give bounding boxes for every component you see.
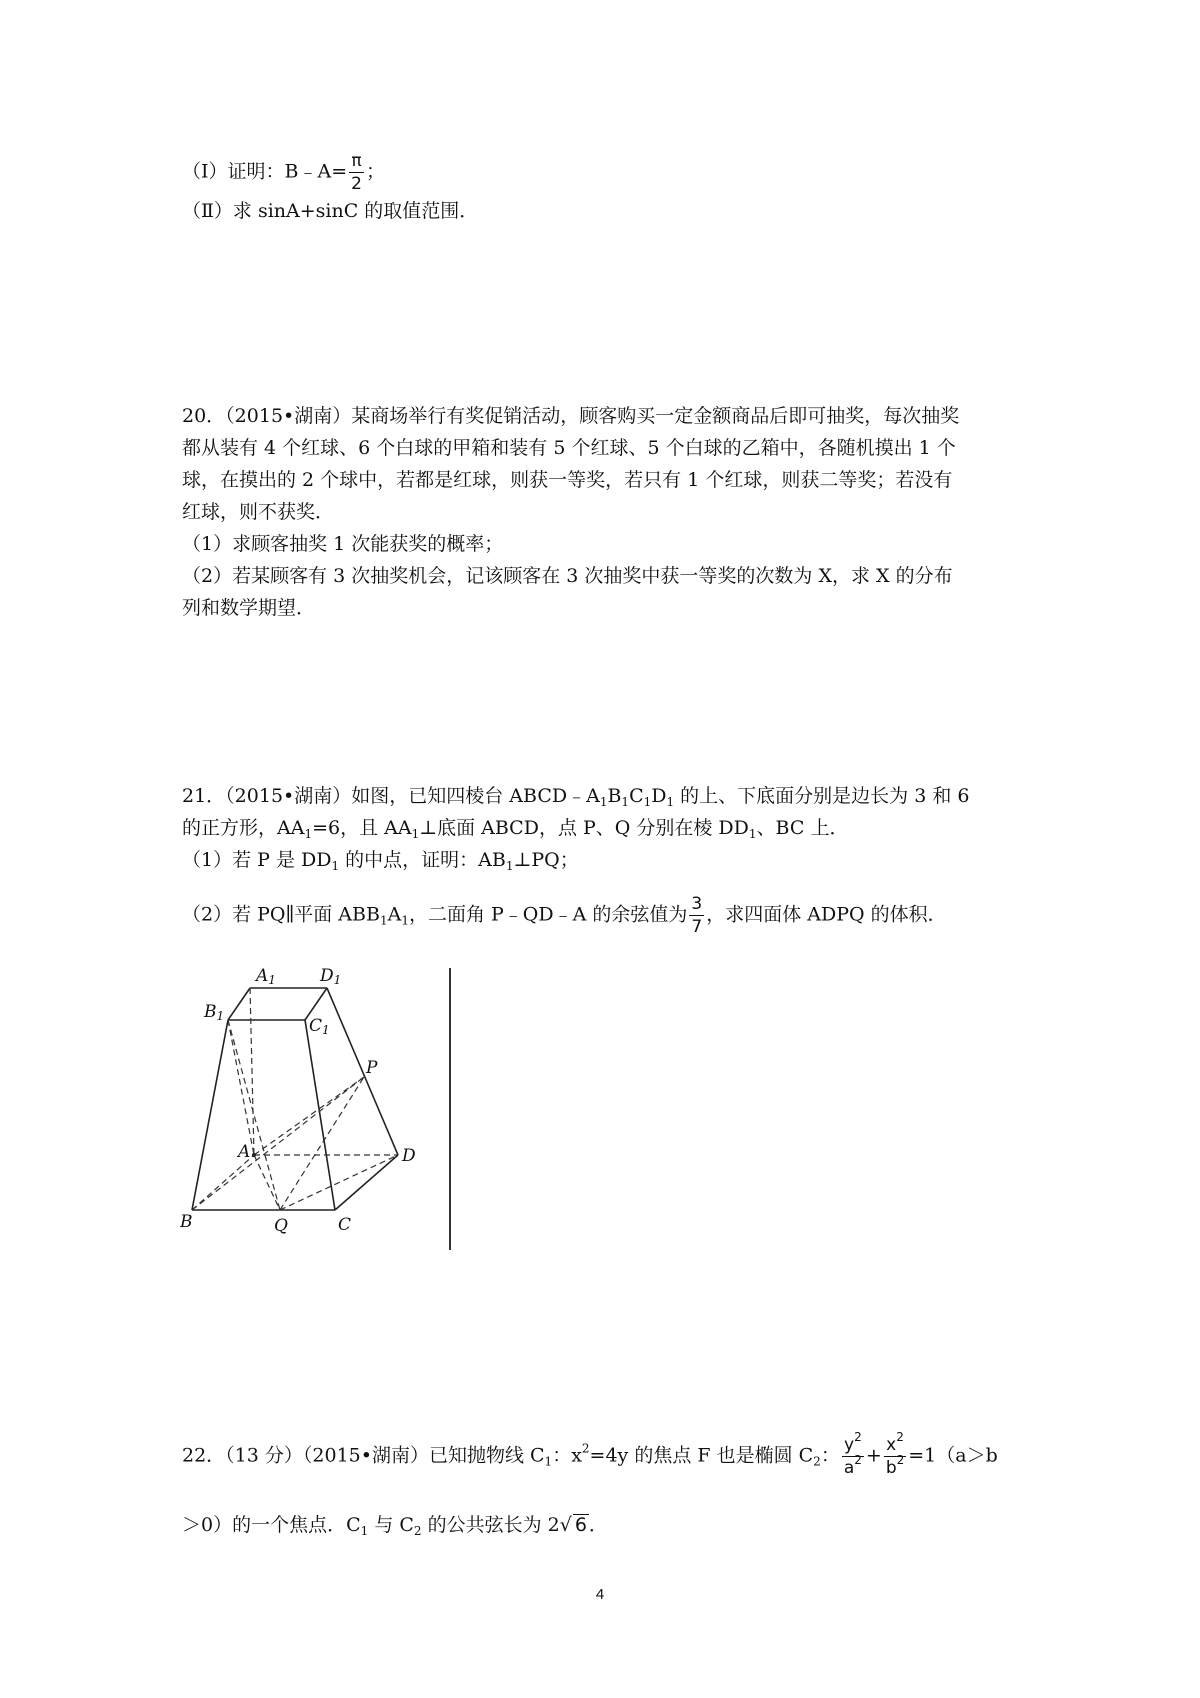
label-d: D — [402, 1146, 416, 1166]
q20-part2-line1: （2）若某顾客有 3 次抽奖机会，记该顾客在 3 次抽奖中获一等奖的次数为 X，求 X 的分布 — [182, 565, 953, 587]
subscript: 1 — [643, 795, 652, 809]
pi-over-2-fraction — [349, 150, 364, 195]
q22-text: ． — [588, 1514, 608, 1536]
q21-text: 21．（2015•湖南）如图，已知四棱台 ABCD﹣A — [182, 785, 600, 807]
subscript: 1 — [331, 859, 340, 873]
subscript: 1 — [401, 913, 409, 928]
q21-text: ⊥底面 ABCD，点 P、Q 分别在棱 DD — [419, 817, 749, 839]
q22-text: ： — [820, 1444, 840, 1467]
q21-text: （1）若 P 是 DD — [182, 849, 332, 871]
subscript: 1 — [666, 795, 675, 809]
subscript: 2 — [413, 1524, 422, 1538]
q21-text: A — [387, 903, 402, 926]
label-b1: B1 — [204, 1002, 225, 1023]
page-number: 4 — [595, 1586, 605, 1603]
edge-q-p — [280, 1077, 364, 1210]
edge-b-p — [192, 1077, 364, 1210]
label-c: C — [338, 1215, 352, 1235]
superscript: 2 — [581, 1441, 590, 1456]
sqrt-symbol: √ — [559, 1514, 572, 1536]
vertical-divider — [449, 968, 451, 1250]
q19-part2: （Ⅱ）求 sinA+sinC 的取值范围． — [182, 200, 479, 222]
q20-line1: 20．（2015•湖南）某商场举行有奖促销活动，顾客购买一定金额商品后即可抽奖，每次抽奖 — [182, 405, 960, 427]
label-a: A — [238, 1142, 251, 1162]
q22-line2 — [182, 1511, 608, 1539]
q21-text: 的上、下底面分别是边长为 3 和 6 — [674, 785, 970, 807]
q22-text: ＞0）的一个焦点．C — [182, 1514, 361, 1536]
fraction-numerator: π — [349, 150, 364, 173]
subscript: 1 — [379, 913, 388, 928]
q21-part2 — [182, 893, 947, 938]
x2-over-b2-fraction — [884, 1430, 906, 1479]
q21-text: （2）若 PQ∥平面 ABB — [182, 903, 380, 926]
q20-part1: （1）求顾客抽奖 1 次能获奖的概率； — [182, 533, 504, 555]
plus-sign: + — [865, 1444, 882, 1467]
sqrt-radicand: 6 — [574, 1514, 587, 1536]
edge-b1-b — [192, 1020, 228, 1210]
q21-text: ⊥PQ； — [513, 849, 579, 871]
q19-part1-text: （Ⅰ）证明：B﹣A= — [182, 160, 348, 183]
subscript: 1 — [360, 1524, 369, 1538]
label-p: P — [366, 1058, 378, 1078]
q21-part1 — [182, 846, 579, 874]
label-c1: C1 — [309, 1016, 330, 1037]
edge-b1-a — [228, 1020, 254, 1155]
q21-text: ，二面角 P﹣QD﹣A 的余弦值为 — [408, 903, 688, 926]
q21-text: C — [629, 785, 644, 807]
edge-a1-b1 — [228, 988, 250, 1020]
fraction-denominator: 7 — [691, 917, 703, 937]
edge-a-p — [254, 1077, 364, 1155]
edge-d1-d — [327, 988, 398, 1155]
fraction-numerator: $x^2$ — [884, 1434, 906, 1457]
q19-part1 — [182, 150, 385, 195]
subscript: 1 — [544, 1454, 553, 1469]
three-sevenths-fraction — [689, 893, 704, 938]
frustum-diagram — [180, 965, 440, 1255]
q19-part1-suffix: ； — [365, 160, 385, 183]
q22-line1 — [182, 1430, 998, 1479]
edge-a1-a — [250, 988, 254, 1155]
q22-text: 的公共弦长为 2 — [421, 1514, 560, 1536]
fraction-denominator: $b^2$ — [885, 1453, 905, 1478]
edge-a-q — [254, 1155, 280, 1210]
subscript: 1 — [505, 859, 514, 873]
edge-b1-q — [228, 1020, 280, 1210]
q21-text: B — [607, 785, 622, 807]
subscript: 1 — [748, 827, 757, 841]
q22-text: 22．（13 分）（2015•湖南）已知抛物线 C — [182, 1444, 545, 1467]
q21-text: =6，且 AA — [312, 817, 412, 839]
q22-text: =4y 的焦点 F 也是椭圆 C — [589, 1444, 814, 1467]
q21-text: 、BC 上． — [756, 817, 849, 839]
label-d1: D1 — [320, 966, 342, 987]
q21-line1 — [182, 782, 969, 810]
edge-c1-c — [305, 1020, 335, 1210]
q20-part2-line2: 列和数学期望． — [182, 597, 316, 619]
fraction-denominator: $a^2$ — [843, 1453, 862, 1478]
subscript: 1 — [304, 827, 313, 841]
subscript: 1 — [411, 827, 420, 841]
frustum-figure — [180, 965, 440, 1259]
q22-text: 与 C — [368, 1514, 414, 1536]
label-b: B — [180, 1212, 193, 1232]
subscript: 1 — [621, 795, 630, 809]
q21-text: D — [651, 785, 667, 807]
fraction-denominator: 2 — [351, 174, 362, 194]
subscript: 2 — [813, 1454, 821, 1469]
subscript: 1 — [599, 795, 608, 809]
q20-line4: 红球，则不获奖． — [182, 501, 335, 523]
edge-c-d — [335, 1155, 398, 1210]
q21-text: ，求四面体 ADPQ 的体积． — [706, 903, 947, 926]
q21-line2 — [182, 814, 848, 842]
fraction-numerator: 3 — [691, 894, 703, 914]
y2-over-a2-fraction — [842, 1430, 864, 1479]
q21-text: 的正方形，AA — [182, 817, 305, 839]
q21-text: 的中点，证明：AB — [339, 849, 506, 871]
q20-line3: 球，在摸出的 2 个球中，若都是红球，则获一等奖，若只有 1 个红球，则获二等奖；若没有 — [182, 469, 953, 491]
q22-text: =1（a＞b — [908, 1444, 998, 1467]
label-a1: A1 — [256, 966, 276, 987]
label-q: Q — [274, 1216, 288, 1236]
q20-line2: 都从装有 4 个红球、6 个白球的甲箱和装有 5 个红球、5 个白球的乙箱中，各随机摸出 1 个 — [182, 437, 956, 459]
fraction-numerator: $y^2$ — [842, 1434, 864, 1457]
q22-text: ：x — [552, 1444, 582, 1467]
